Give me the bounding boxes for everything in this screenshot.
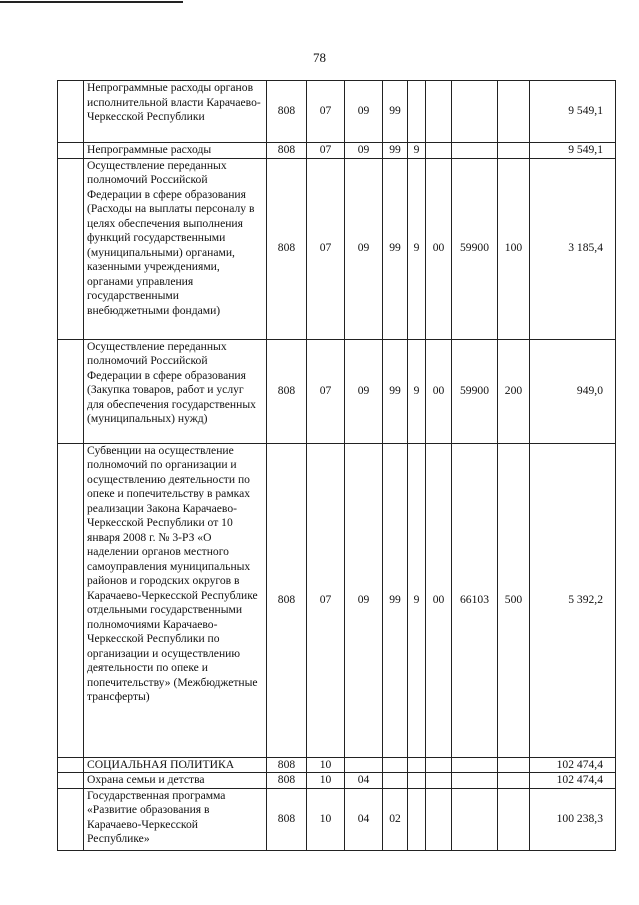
code-c1: 99 bbox=[383, 81, 408, 143]
code-ved: 808 bbox=[267, 339, 307, 443]
code-vr bbox=[498, 143, 530, 159]
code-ved: 808 bbox=[267, 81, 307, 143]
page-number: 78 bbox=[313, 50, 326, 65]
code-rz: 10 bbox=[307, 788, 345, 850]
budget-table bbox=[57, 80, 616, 851]
code-c1: 99 bbox=[383, 443, 408, 757]
code-vr bbox=[498, 788, 530, 850]
code-c2: 9 bbox=[408, 158, 426, 339]
row-amount: 102 474,4 bbox=[530, 773, 616, 789]
code-rz: 07 bbox=[307, 158, 345, 339]
row-amount: 949,0 bbox=[530, 339, 616, 443]
code-pr bbox=[345, 757, 383, 773]
code-c3 bbox=[426, 757, 452, 773]
code-ved: 808 bbox=[267, 443, 307, 757]
code-c4 bbox=[452, 81, 498, 143]
row-number-cell bbox=[58, 788, 84, 850]
table-row bbox=[58, 773, 616, 789]
code-c2: 9 bbox=[408, 143, 426, 159]
code-c4: 66103 bbox=[452, 443, 498, 757]
row-number-cell bbox=[58, 773, 84, 789]
table-row bbox=[58, 757, 616, 773]
code-c3: 00 bbox=[426, 339, 452, 443]
row-name: Субвенции на осуществление полномочий по организации и осуществлению деятельности по опеке и попечительству в рамках реализации Закона Карачаево-Черкесской Республики от 10 января 2008 г. № 3-РЗ «О наделении органов местного самоуправления муниципальных районов и городских округов в Карачаево-Черкесской Республике отдельными государственными полномочиями Карачаево-Черкесской Республики по организации и осуществлению деятельности по опеке и попечительству» (Межбюджетные трансферты) bbox=[84, 443, 267, 757]
table-row bbox=[58, 158, 616, 339]
code-c2 bbox=[408, 81, 426, 143]
code-ved: 808 bbox=[267, 773, 307, 789]
code-ved: 808 bbox=[267, 143, 307, 159]
code-c1: 99 bbox=[383, 339, 408, 443]
code-vr bbox=[498, 773, 530, 789]
code-c3 bbox=[426, 143, 452, 159]
code-c1: 99 bbox=[383, 158, 408, 339]
code-vr bbox=[498, 757, 530, 773]
top-rule bbox=[0, 1, 183, 3]
table-row bbox=[58, 788, 616, 850]
row-number-cell bbox=[58, 443, 84, 757]
code-rz: 07 bbox=[307, 81, 345, 143]
table-row bbox=[58, 81, 616, 143]
code-c4 bbox=[452, 757, 498, 773]
code-pr: 09 bbox=[345, 339, 383, 443]
code-pr: 09 bbox=[345, 443, 383, 757]
code-c2 bbox=[408, 757, 426, 773]
row-amount: 3 185,4 bbox=[530, 158, 616, 339]
code-rz: 10 bbox=[307, 773, 345, 789]
code-c1 bbox=[383, 773, 408, 789]
row-name: Государственная программа «Развитие образования в Карачаево-Черкесской Республике» bbox=[84, 788, 267, 850]
row-name: Непрограммные расходы bbox=[84, 143, 267, 159]
row-number-cell bbox=[58, 339, 84, 443]
row-amount: 102 474,4 bbox=[530, 757, 616, 773]
code-c1: 02 bbox=[383, 788, 408, 850]
code-c3 bbox=[426, 788, 452, 850]
row-name: Непрограммные расходы органов исполнительной власти Карачаево-Черкесской Республики bbox=[84, 81, 267, 143]
code-c3 bbox=[426, 773, 452, 789]
row-name: СОЦИАЛЬНАЯ ПОЛИТИКА bbox=[84, 757, 267, 773]
code-ved: 808 bbox=[267, 788, 307, 850]
code-c2: 9 bbox=[408, 443, 426, 757]
code-c4: 59900 bbox=[452, 339, 498, 443]
code-c2 bbox=[408, 773, 426, 789]
code-pr: 04 bbox=[345, 773, 383, 789]
code-c3: 00 bbox=[426, 443, 452, 757]
code-ved: 808 bbox=[267, 158, 307, 339]
code-c1: 99 bbox=[383, 143, 408, 159]
code-pr: 09 bbox=[345, 158, 383, 339]
code-c3: 00 bbox=[426, 158, 452, 339]
table-row bbox=[58, 443, 616, 757]
row-number-cell bbox=[58, 757, 84, 773]
row-name: Осуществление переданных полномочий Российской Федерации в сфере образования (Расходы на выплаты персоналу в целях обеспечения выполнения функций государственными (муниципальными) органами, казенными учреждениями, органами управления государственными внебюджетными фондами) bbox=[84, 158, 267, 339]
code-vr: 200 bbox=[498, 339, 530, 443]
code-c4 bbox=[452, 143, 498, 159]
code-pr: 04 bbox=[345, 788, 383, 850]
row-amount: 5 392,2 bbox=[530, 443, 616, 757]
code-rz: 07 bbox=[307, 143, 345, 159]
code-c4 bbox=[452, 788, 498, 850]
row-amount: 100 238,3 bbox=[530, 788, 616, 850]
code-rz: 07 bbox=[307, 443, 345, 757]
code-c2 bbox=[408, 788, 426, 850]
code-vr: 100 bbox=[498, 158, 530, 339]
code-vr bbox=[498, 81, 530, 143]
row-amount: 9 549,1 bbox=[530, 81, 616, 143]
table-row bbox=[58, 143, 616, 159]
code-rz: 07 bbox=[307, 339, 345, 443]
code-rz: 10 bbox=[307, 757, 345, 773]
code-pr: 09 bbox=[345, 143, 383, 159]
table-row bbox=[58, 339, 616, 443]
code-c4 bbox=[452, 773, 498, 789]
code-c2: 9 bbox=[408, 339, 426, 443]
row-number-cell bbox=[58, 143, 84, 159]
code-c1 bbox=[383, 757, 408, 773]
code-vr: 500 bbox=[498, 443, 530, 757]
code-pr: 09 bbox=[345, 81, 383, 143]
code-ved: 808 bbox=[267, 757, 307, 773]
row-name: Осуществление переданных полномочий Российской Федерации в сфере образования (Закупка товаров, работ и услуг для обеспечения государственных (муниципальных) нужд) bbox=[84, 339, 267, 443]
row-amount: 9 549,1 bbox=[530, 143, 616, 159]
row-name: Охрана семьи и детства bbox=[84, 773, 267, 789]
row-number-cell bbox=[58, 81, 84, 143]
code-c3 bbox=[426, 81, 452, 143]
code-c4: 59900 bbox=[452, 158, 498, 339]
row-number-cell bbox=[58, 158, 84, 339]
